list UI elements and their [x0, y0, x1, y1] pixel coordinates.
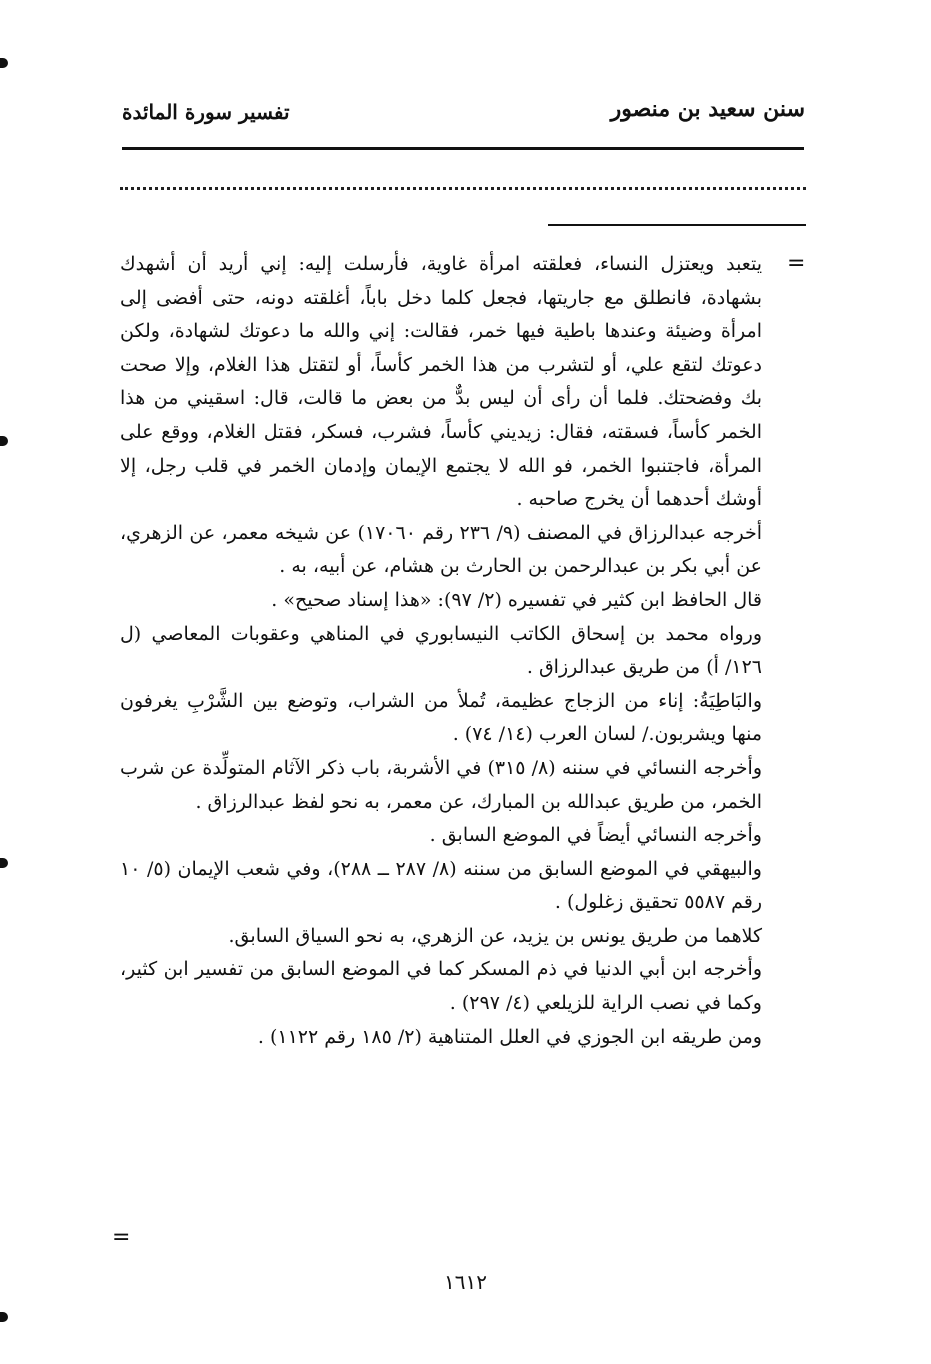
footnote-paragraph: قال الحافظ ابن كثير في تفسيره (٢/ ٩٧): «هذا إسناد صحيح» .: [271, 588, 762, 611]
continuation-marker-top: =: [787, 251, 806, 276]
scan-edge-mark: [0, 858, 8, 868]
footnote-paragraph: والبيهقي في الموضع السابق من سننه (٨/ ٢٨٧ ــ ٢٨٨)، وفي شعب الإيمان (٥/ ١٠ رقم ٥٥٨٧ تحقيق زغلول) .: [120, 857, 762, 914]
footnote-paragraph: أخرجه عبدالرزاق في المصنف (٩/ ٢٣٦ رقم ١٧٠٦٠) عن شيخه معمر، عن الزهري، عن أبي بكر بن عبدالرحمن بن الحارث بن هشام، عن أبيه، به .: [120, 521, 762, 578]
continuation-marker-bottom: =: [112, 1225, 131, 1250]
footnote-paragraph: ورواه محمد بن إسحاق الكاتب النيسابوري في المناهي وعقوبات المعاصي (ل ١٢٦/ أ) من طريق عبدالرزاق .: [120, 622, 762, 679]
footnote-paragraph: يتعبد ويعتزل النساء، فعلقته امرأة غاوية، فأرسلت إليه: إني أريد أن أشهدك بشهادة، فانطلق مع جاريتها، فجعل كلما دخل باباً، أغلقته دونه، حتى أفضى إلى امرأة وضيئة وعندها باطية فيها خمر، فقالت: إني والله ما دعوتك لشهادة، ولكن دعوتك لتقع علي، أو لتشرب من هذا الخمر كأساً، أو لتقتل هذا الغلام، وإلا صحت بك وفضحتك. فلما أن رأى أن ليس بدٌّ من بعض ما قالت، قال: اسقيني من هذا الخمر كأساً، فسقته، فقال: زيديني كأساً، فشرب، فسكر، فقتل الغلام، ووقع على المرأة، فاجتنبوا الخمر، فو الله لا يجتمع الإيمان وإدمان الخمر في قلب رجل، إلا أوشك أحدهما أن يخرج صاحبه .: [120, 253, 762, 511]
running-header-book-title: سنن سعيد بن منصور: [610, 96, 805, 122]
scan-edge-mark: [0, 58, 8, 68]
footnote-rule: [548, 224, 806, 226]
footnote-paragraph: وأخرجه ابن أبي الدنيا في ذم المسكر كما في الموضع السابق من تفسير ابن كثير، وكما في نصب الراية للزيلعي (٤/ ٢٩٧) .: [120, 958, 762, 1015]
dotted-separator: [120, 187, 806, 190]
footnote-paragraph: والبَاطِيَةُ: إناء من الزجاج عظيمة، تُملأ من الشراب، وتوضع بين الشَّرْبِ يغرفون منها ويشربون./ لسان العرب (١٤/ ٧٤) .: [120, 689, 762, 746]
page-number: ١٦١٢: [444, 1270, 487, 1294]
footnote-paragraph: وأخرجه النسائي أيضاً في الموضع السابق .: [429, 824, 762, 847]
footnotes-block: [120, 248, 762, 1054]
scan-edge-mark: [0, 1312, 8, 1322]
footnote-paragraph: ومن طريقه ابن الجوزي في العلل المتناهية (٢/ ١٨٥ رقم ١١٢٢) .: [257, 1025, 762, 1048]
footnote-paragraph: كلاهما من طريق يونس بن يزيد، عن الزهري، به نحو السياق السابق.: [228, 924, 762, 947]
header-rule: [122, 147, 804, 150]
scan-edge-mark: [0, 436, 8, 446]
footnote-paragraph: وأخرجه النسائي في سننه (٨/ ٣١٥) في الأشربة، باب ذكر الآثام المتولِّدة عن شرب الخمر، من طريق عبدالله بن المبارك، عن معمر، به نحو لفظ عبدالرزاق .: [120, 756, 762, 813]
running-header-section-title: تفسير سورة المائدة: [122, 100, 290, 124]
